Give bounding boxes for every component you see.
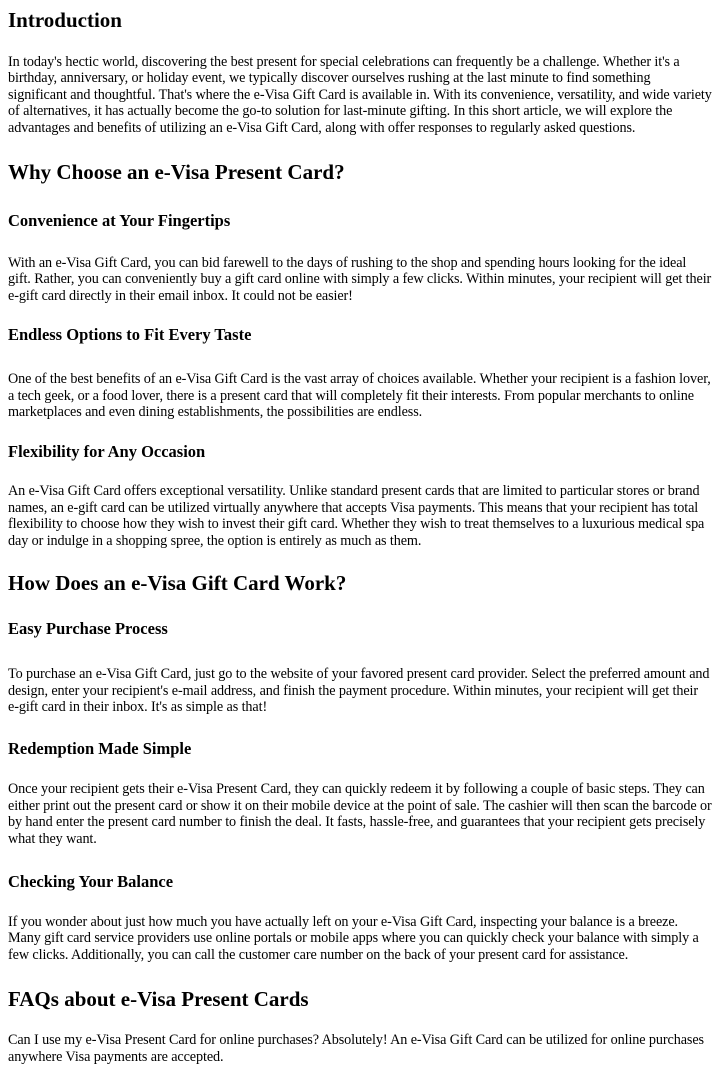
subheading-redemption: Redemption Made Simple bbox=[8, 739, 192, 759]
subheading-checking-balance: Checking Your Balance bbox=[8, 871, 174, 891]
heading-why-choose: Why Choose an e-Visa Present Card? bbox=[8, 160, 345, 185]
heading-how-it-works: How Does an e-Visa Gift Card Work? bbox=[8, 571, 347, 596]
subheading-endless-options: Endless Options to Fit Every Taste bbox=[8, 325, 252, 345]
heading-faqs: FAQs about e-Visa Present Cards bbox=[8, 987, 309, 1012]
subheading-easy-purchase: Easy Purchase Process bbox=[8, 619, 168, 639]
article bbox=[0, 8, 720, 1065]
paragraph-introduction: In today's hectic world, discovering the best present for special celebrations can frequently be a challenge. Whether it's a birthday, anniversary, or holiday event, we typically discover ourselves rushing at the last minute to find something significant and thoughtful. That's where the e-Visa Gift Card is available in. With its convenience, versatility, and wide variety of alternatives, it has actually become the go-to solution for last-minute gifting. In this short article, we will explore the advantages and benefits of utilizing an e-Visa Gift Card, along with offer responses to regularly asked questions. bbox=[8, 54, 712, 136]
paragraph-easy-purchase: To purchase an e-Visa Gift Card, just go to the website of your favored present card provider. Select the preferred amount and design, enter your recipient's e-mail address, and finish the payment procedure. Within minutes, your recipient will get their e-gift card in their inbox. It's as simple as that! bbox=[8, 666, 710, 715]
paragraph-flexibility: An e-Visa Gift Card offers exceptional versatility. Unlike standard present cards that are limited to particular stores or brand names, an e-gift card can be utilized virtually anywhere that accepts Visa payments. This means that your recipient has total flexibility to choose how they wish to invest their gift card. Whether they wish to treat themselves to a luxurious medical spa day or indulge in a shopping spree, the option is entirely as much as them. bbox=[8, 483, 705, 549]
paragraph-endless-options: One of the best benefits of an e-Visa Gift Card is the vast array of choices available. Whether your recipient is a fashion lover, a tech geek, or a food lover, there is a present card that will completely fit their interests. From popular merchants to online marketplaces and even dining establishments, the possibilities are endless. bbox=[8, 371, 711, 421]
paragraph-redemption: Once your recipient gets their e-Visa Present Card, they can quickly redeem it by following a couple of basic steps. They can either print out the present card or show it on their mobile device at the point of sale. The cashier will then scan the barcode or by hand enter the present card number to finish the deal. It fasts, hassle-free, and guarantees that your recipient gets precisely what they want. bbox=[8, 781, 712, 847]
paragraph-checking-balance: If you wonder about just how much you have actually left on your e-Visa Gift Card, inspecting your balance is a breeze. Many gift card service providers use online portals or mobile apps where you can quickly check your balance with simply a few clicks. Additionally, you can call the customer care number on the back of your present card for assistance. bbox=[8, 913, 699, 963]
paragraph-convenience: With an e-Visa Gift Card, you can bid farewell to the days of rushing to the shop and spending hours looking for the ideal gift. Rather, you can conveniently buy a gift card online with simply a few clicks. Within minutes, your recipient will get their e-gift card directly in their email inbox. It could not be easier! bbox=[8, 255, 712, 304]
paragraph-faqs: Can I use my e-Visa Present Card for online purchases? Absolutely! An e-Visa Gift Card can be utilized for online purchases anywhere Visa payments are accepted. bbox=[8, 1032, 704, 1065]
heading-introduction: Introduction bbox=[8, 8, 122, 32]
subheading-convenience: Convenience at Your Fingertips bbox=[8, 211, 231, 231]
subheading-flexibility: Flexibility for Any Occasion bbox=[8, 442, 206, 462]
